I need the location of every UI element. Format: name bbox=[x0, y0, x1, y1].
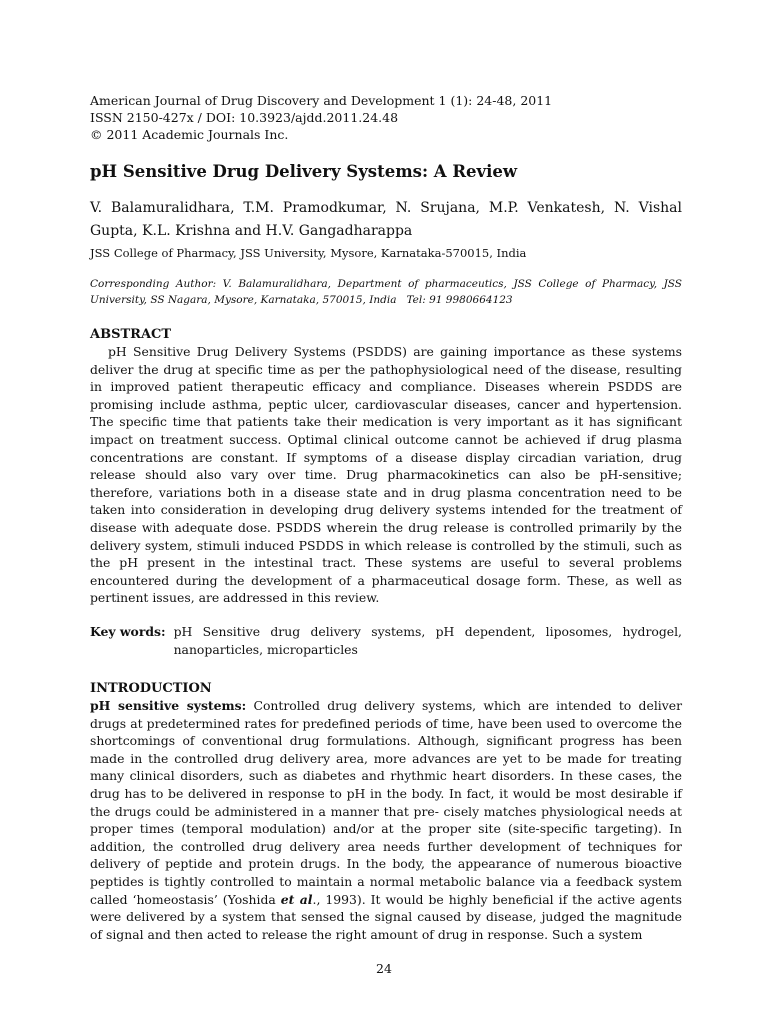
introduction-text bbox=[90, 697, 682, 943]
journal-header bbox=[90, 92, 682, 143]
corresponding-tel: Tel: 91 9980664123 bbox=[406, 294, 513, 306]
article-title: pH Sensitive Drug Delivery Systems: A Review bbox=[90, 162, 518, 181]
introduction-text-part-1: Controlled drug delivery systems, which are intended to deliver drugs at predetermined rates for predefined periods of time, have been used to overcome the shortcomings of conventional drug formulations. Although, significant progress has been made in the controlled drug delivery area, more advances are yet to be made for treating many clinical disorders, such as diabetes and rhythmic heart disorders. In these cases, the drug has to be delivered in response to pH in the body. In fact, it would be most desirable if the drugs could be administered in a manner that pre- cisely matches physiological needs at proper times (temporal modulation) and/or at the proper site (site-specific targeting). In addition, the controlled drug delivery area needs further development of techniques for delivery of peptide and protein drugs. In the body, the appearance of numerous bioactive peptides is tightly controlled to maintain a normal metabolic balance via a feedback system called ‘homeostasis’ (Yoshida bbox=[90, 698, 682, 907]
copyright: © 2011 Academic Journals Inc. bbox=[90, 127, 289, 142]
page-content bbox=[90, 92, 682, 943]
corresponding-author-text: Corresponding Author: V. Balamuralidhara, Department of pharmaceutics, JSS College of Pharmacy, JSS University, SS Nagara, Mysore, Karnataka, 570015, India bbox=[90, 278, 682, 306]
abstract-text: pH Sensitive Drug Delivery Systems (PSDDS) are gaining importance as these systems deliver the drug at specific time as per the pathophysiological need of the disease, resulting in improved patient therapeutic efficacy and compliance. Diseases wherein PSDDS are promising include asthma, peptic ulcer, cardiovascular diseases, cancer and hypertension. The specific time that patients take their medication is very important as it has significant impact on treatment success. Optimal clinical outcome cannot be achieved if drug plasma concentrations are constant. If symptoms of a disease display circadian variation, drug release should also vary over time. Drug pharmacokinetics can also be pH-sensitive; therefore, variations both in a disease state and in drug plasma concentration need to be taken into consideration in developing drug delivery systems intended for the treatment of disease with adequate dose. PSDDS wherein the drug release is controlled primarily by the delivery system, stimuli induced PSDDS in which release is controlled by the stimuli, such as the pH present in the intestinal tract. These systems are useful to several problems encountered during the development of a pharmaceutical dosage form. These, as well as pertinent issues, are addressed in this review. bbox=[90, 344, 682, 606]
keywords-label: Key words: bbox=[90, 623, 166, 639]
journal-citation: American Journal of Drug Discovery and Development 1 (1): 24-48, 2011 bbox=[90, 93, 553, 108]
page-number: 24 bbox=[376, 961, 392, 976]
introduction-lead-in: pH sensitive systems: bbox=[90, 698, 247, 714]
corresponding-author bbox=[90, 276, 682, 308]
keywords-values: pH Sensitive drug delivery systems, pH dependent, liposomes, hydrogel, nanoparticles, microparticles bbox=[173, 623, 682, 657]
introduction-text-part-2: ., 1993). It would be highly beneficial if the active agents were delivered by a system that sensed the signal caused by disease, judged the magnitude of signal and then acted to release the right amount of drug in response. Such a system bbox=[90, 891, 682, 942]
affiliation: JSS College of Pharmacy, JSS University, Mysore, Karnataka-570015, India bbox=[90, 246, 527, 260]
abstract-heading: ABSTRACT bbox=[90, 327, 172, 342]
introduction-heading: INTRODUCTION bbox=[90, 681, 212, 697]
keywords bbox=[90, 623, 682, 658]
author-list: V. Balamuralidhara, T.M. Pramodkumar, N. Srujana, M.P. Venkatesh, N. Vishal Gupta, K.L. Krishna and H.V. Gangadharappa bbox=[90, 200, 682, 239]
citation-et-al: et al bbox=[280, 891, 313, 907]
issn-doi: ISSN 2150-427x / DOI: 10.3923/ajdd.2011.24.48 bbox=[90, 110, 399, 125]
